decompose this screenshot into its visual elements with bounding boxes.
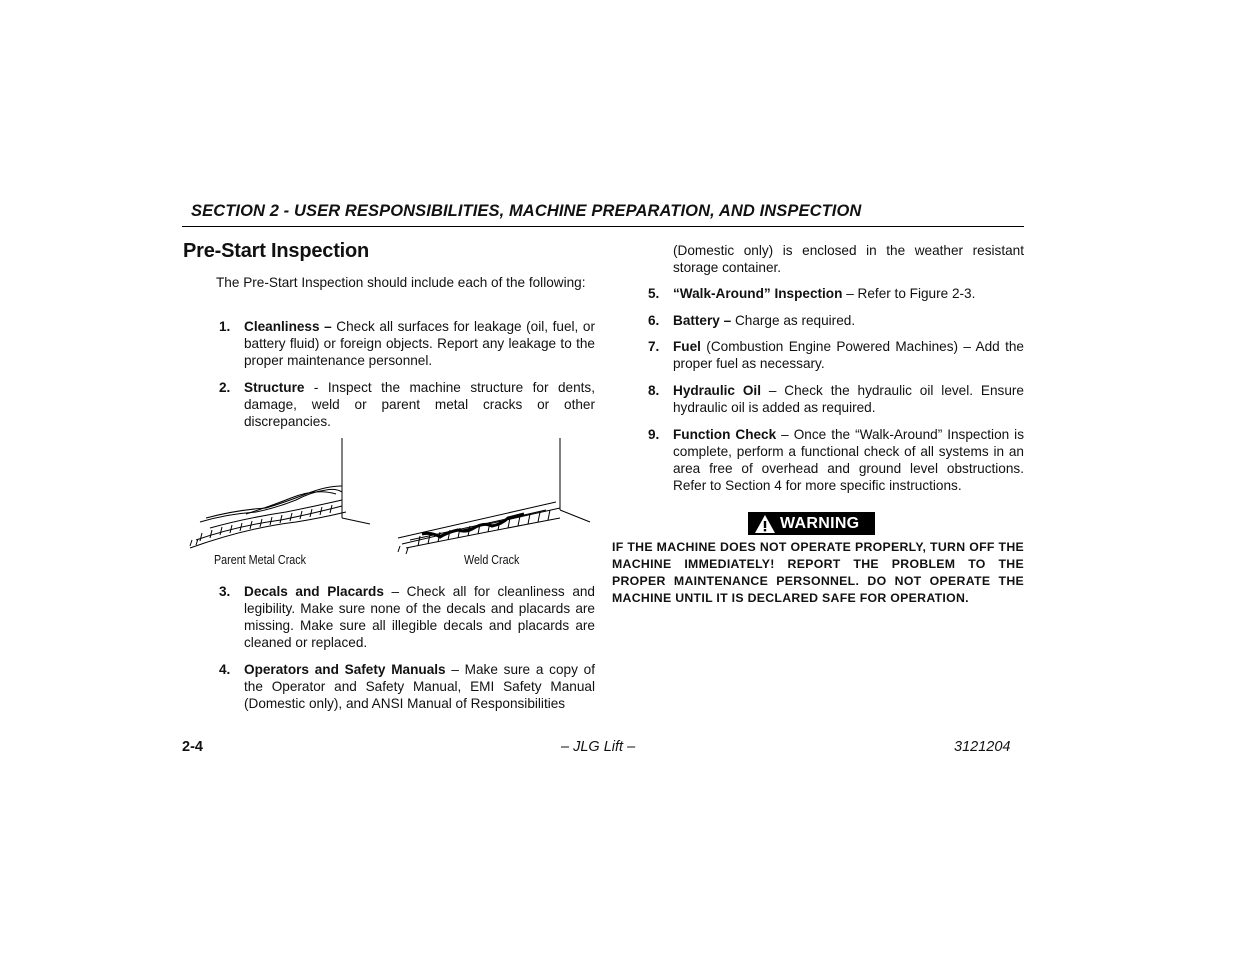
header-rule bbox=[182, 226, 1024, 227]
warning-text: IF THE MACHINE DOES NOT OPERATE PROPERLY, TURN OFF THE MACHINE IMMEDIATELY! REPORT THE PROBLEM TO THE PROPER MAINTENANCE PERSONNEL. DO NOT OPERATE THE MACHINE UNTIL IT IS DECLARED SAFE FOR OPERATION. bbox=[612, 540, 1024, 605]
list-item bbox=[648, 382, 1024, 418]
crack-illustration bbox=[186, 436, 598, 554]
item-text: – Check all for cleanliness and legibility. Make sure none of the decals and placards are missing. Make sure all illegible decals and placards are cleaned or replaced. bbox=[244, 584, 595, 650]
parent-metal-crack-drawing bbox=[190, 438, 370, 548]
list-item bbox=[648, 312, 1024, 330]
item-text: – Once the “Walk-Around” Inspection is complete, perform a functional check of all systems in an area free of overhead and ground level obstructions. Refer to Section 4 for more specific instructions. bbox=[673, 427, 1024, 493]
item-title: Decals and Placards bbox=[244, 584, 384, 599]
figure-caption-parent: Parent Metal Crack bbox=[214, 553, 307, 567]
item-text: – Make sure a copy of the Operator and Safety Manual, EMI Safety Manual (Domestic only), and ANSI Manual of Responsibilities bbox=[244, 662, 595, 711]
item-number: 8. bbox=[648, 383, 660, 398]
list-item bbox=[219, 661, 595, 713]
list-item bbox=[648, 338, 1024, 374]
item-text: - Inspect the machine structure for dents, damage, weld or parent metal cracks or other discrepancies. bbox=[244, 380, 595, 429]
item-title: Battery – bbox=[673, 313, 732, 328]
item-text: (Domestic only) is enclosed in the weather resistant storage container. bbox=[673, 243, 1024, 275]
item-text: Check all surfaces for leakage (oil, fuel, or battery fluid) or foreign objects. Report any leakage to the proper maintenance personnel. bbox=[244, 319, 595, 368]
intro-paragraph: The Pre-Start Inspection should include each of the following: bbox=[216, 275, 586, 290]
item-number: 7. bbox=[648, 339, 660, 354]
list-item bbox=[219, 379, 595, 431]
item-text: (Combustion Engine Powered Machines) – Add the proper fuel as necessary. bbox=[673, 339, 1024, 371]
page-heading: Pre-Start Inspection bbox=[183, 240, 370, 262]
list-item bbox=[648, 426, 1024, 496]
item-text: Charge as required. bbox=[731, 313, 856, 328]
item-title: Cleanliness – bbox=[244, 319, 332, 334]
item-title: Function Check bbox=[673, 427, 777, 442]
item-title: “Walk-Around” Inspection bbox=[673, 286, 843, 301]
item-number: 3. bbox=[219, 584, 231, 599]
weld-crack-drawing bbox=[398, 438, 590, 554]
item-title: Operators and Safety Manuals bbox=[244, 662, 446, 677]
item-number: 5. bbox=[648, 286, 660, 301]
footer-title: – JLG Lift – bbox=[561, 739, 636, 755]
list-item bbox=[219, 318, 595, 370]
warning-triangle-icon bbox=[754, 514, 776, 534]
section-title: SECTION 2 - USER RESPONSIBILITIES, MACHINE PREPARATION, AND INSPECTION bbox=[191, 202, 862, 220]
list-item bbox=[219, 583, 595, 653]
warning-banner bbox=[748, 512, 875, 535]
figure-caption-weld: Weld Crack bbox=[464, 553, 520, 567]
item-title: Fuel bbox=[673, 339, 701, 354]
document-number: 3121204 bbox=[954, 739, 1011, 755]
warning-label: WARNING bbox=[780, 514, 860, 532]
item-text: – Check the hydraulic oil level. Ensure hydraulic oil is added as required. bbox=[673, 383, 1024, 415]
item-text: – Refer to Figure 2-3. bbox=[842, 286, 976, 301]
item-number: 6. bbox=[648, 313, 660, 328]
item-number: 4. bbox=[219, 662, 231, 677]
page-number: 2-4 bbox=[182, 739, 203, 755]
item-number: 2. bbox=[219, 380, 231, 395]
item-title: Structure bbox=[244, 380, 305, 395]
list-item bbox=[648, 285, 1024, 303]
item-title: Hydraulic Oil bbox=[673, 383, 761, 398]
item-number: 1. bbox=[219, 319, 231, 334]
item-number: 9. bbox=[648, 427, 660, 442]
list-item-continued bbox=[673, 242, 1024, 278]
